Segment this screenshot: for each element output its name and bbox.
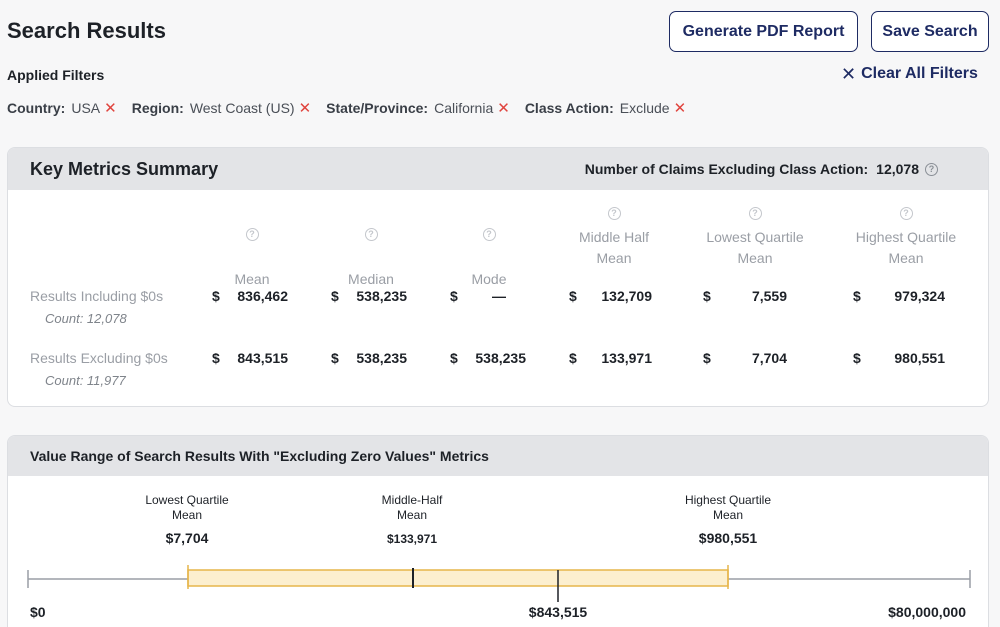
cell-value: 979,324 — [894, 288, 945, 304]
column-header-middle-half-mean — [554, 207, 674, 269]
cell-value: 538,235 — [356, 288, 407, 304]
filter-label: Class Action: — [524, 100, 614, 116]
cell-value: 7,559 — [751, 288, 787, 304]
filter-chip-state — [326, 100, 510, 116]
page-title: Search Results — [7, 18, 166, 43]
claims-count — [585, 161, 938, 177]
value-range-header — [8, 436, 988, 476]
help-icon[interactable]: ? — [483, 228, 496, 241]
key-metrics-title: Key Metrics Summary — [30, 158, 219, 179]
currency-symbol: $ — [703, 350, 711, 366]
label-line2: Mean — [712, 508, 744, 522]
label-line2: Mean — [171, 508, 203, 522]
claims-count-label: Number of Claims Excluding Class Action: — [584, 161, 869, 177]
range-max-value: $80,000,000 — [888, 604, 966, 620]
row-label-including-zeros: Results Including $0s — [30, 288, 164, 304]
currency-symbol: $ — [853, 350, 861, 366]
cell-value: — — [492, 288, 506, 304]
clear-all-filters-label: Clear All Filters — [861, 65, 978, 82]
remove-filter-icon[interactable]: ✕ — [104, 99, 117, 117]
column-header-line1: Lowest Quartile — [706, 229, 804, 245]
save-search-button[interactable]: Save Search — [871, 11, 989, 52]
label-line2: Mean — [396, 508, 428, 522]
range-box — [188, 570, 728, 586]
cell-value: 133,971 — [601, 350, 652, 366]
currency-symbol: $ — [450, 288, 458, 304]
applied-filters-list — [7, 100, 701, 116]
key-metrics-header — [8, 148, 988, 190]
key-metrics-card — [7, 147, 989, 407]
currency-symbol: $ — [212, 288, 220, 304]
cell-value: 538,235 — [356, 350, 407, 366]
cell-value: 132,709 — [601, 288, 652, 304]
column-header-mode — [439, 228, 539, 290]
currency-symbol: $ — [569, 288, 577, 304]
mean-value: $843,515 — [528, 604, 588, 620]
column-header-line1 — [439, 248, 539, 269]
row-label-excluding-zeros: Results Excluding $0s — [30, 350, 168, 366]
filter-value: West Coast (US) — [189, 100, 295, 116]
remove-filter-icon[interactable]: ✕ — [298, 99, 312, 117]
applied-filters-heading: Applied Filters — [7, 67, 105, 83]
filter-label: Region: — [131, 100, 184, 116]
currency-symbol: $ — [569, 350, 577, 366]
row-count-including-zeros: Count: 12,078 — [45, 311, 127, 326]
column-header-line1 — [202, 248, 302, 269]
filter-label: Country: — [7, 100, 66, 116]
generate-pdf-report-button[interactable]: Generate PDF Report — [669, 11, 858, 52]
label-line1: Middle-Half — [381, 493, 443, 507]
cell-value: 538,235 — [475, 350, 526, 366]
column-header-line2: Mean — [737, 250, 773, 266]
currency-symbol: $ — [450, 350, 458, 366]
range-min-value: $0 — [30, 604, 46, 620]
column-header-highest-quartile-mean — [836, 207, 976, 269]
claims-count-value: 12,078 — [876, 161, 919, 177]
help-icon[interactable]: ? — [246, 228, 259, 241]
cell-value: 843,515 — [237, 350, 288, 366]
currency-symbol: $ — [703, 288, 711, 304]
currency-symbol: $ — [212, 350, 220, 366]
cell-value: 980,551 — [894, 350, 945, 366]
column-header-median — [321, 228, 421, 290]
value-range-bar — [8, 564, 989, 624]
remove-filter-icon[interactable]: ✕ — [673, 99, 687, 117]
help-icon[interactable]: ? — [749, 207, 762, 220]
column-header-line1 — [321, 248, 421, 269]
filter-chip-class-action — [525, 100, 686, 116]
column-header-line2: Mode — [471, 271, 507, 287]
currency-symbol: $ — [853, 288, 861, 304]
close-icon: ✕ — [841, 64, 857, 84]
help-icon[interactable]: ? — [900, 207, 913, 220]
filter-value: Exclude — [619, 100, 670, 116]
middle-half-label — [382, 493, 443, 523]
middle-half-value: $133,971 — [386, 532, 438, 546]
clear-all-filters-button[interactable] — [841, 65, 978, 83]
row-count-excluding-zeros: Count: 11,977 — [45, 373, 126, 388]
column-header-line2: Mean — [596, 250, 632, 266]
column-header-line1: Middle Half — [578, 229, 650, 245]
help-icon[interactable]: ? — [925, 163, 938, 176]
label-line1: Lowest Quartile — [145, 493, 229, 507]
value-range-card — [7, 435, 989, 627]
label-line1: Highest Quartile — [684, 493, 772, 507]
column-header-line2: Mean — [234, 271, 270, 287]
highest-quartile-value: $980,551 — [698, 530, 758, 546]
filter-label: State/Province: — [326, 100, 429, 116]
column-header-line2: Median — [348, 271, 394, 287]
currency-symbol: $ — [331, 288, 339, 304]
help-icon[interactable]: ? — [365, 228, 378, 241]
filter-value: California — [434, 100, 494, 116]
cell-value: 836,462 — [237, 288, 288, 304]
value-range-title: Value Range of Search Results With "Excluding Zero Values" Metrics — [30, 448, 489, 464]
filter-value: USA — [71, 100, 101, 116]
filter-chip-region — [132, 100, 311, 116]
cell-value: 7,704 — [751, 350, 787, 366]
filter-chip-country — [7, 100, 117, 116]
column-header-mean — [202, 228, 302, 290]
currency-symbol: $ — [331, 350, 339, 366]
help-icon[interactable]: ? — [608, 207, 621, 220]
column-header-lowest-quartile-mean — [690, 207, 820, 269]
lowest-quartile-value: $7,704 — [165, 530, 209, 546]
remove-filter-icon[interactable]: ✕ — [497, 99, 510, 117]
highest-quartile-label — [685, 493, 771, 523]
column-header-line2: Mean — [888, 250, 924, 266]
column-header-line1: Highest Quartile — [855, 229, 957, 245]
lowest-quartile-label — [145, 493, 228, 523]
